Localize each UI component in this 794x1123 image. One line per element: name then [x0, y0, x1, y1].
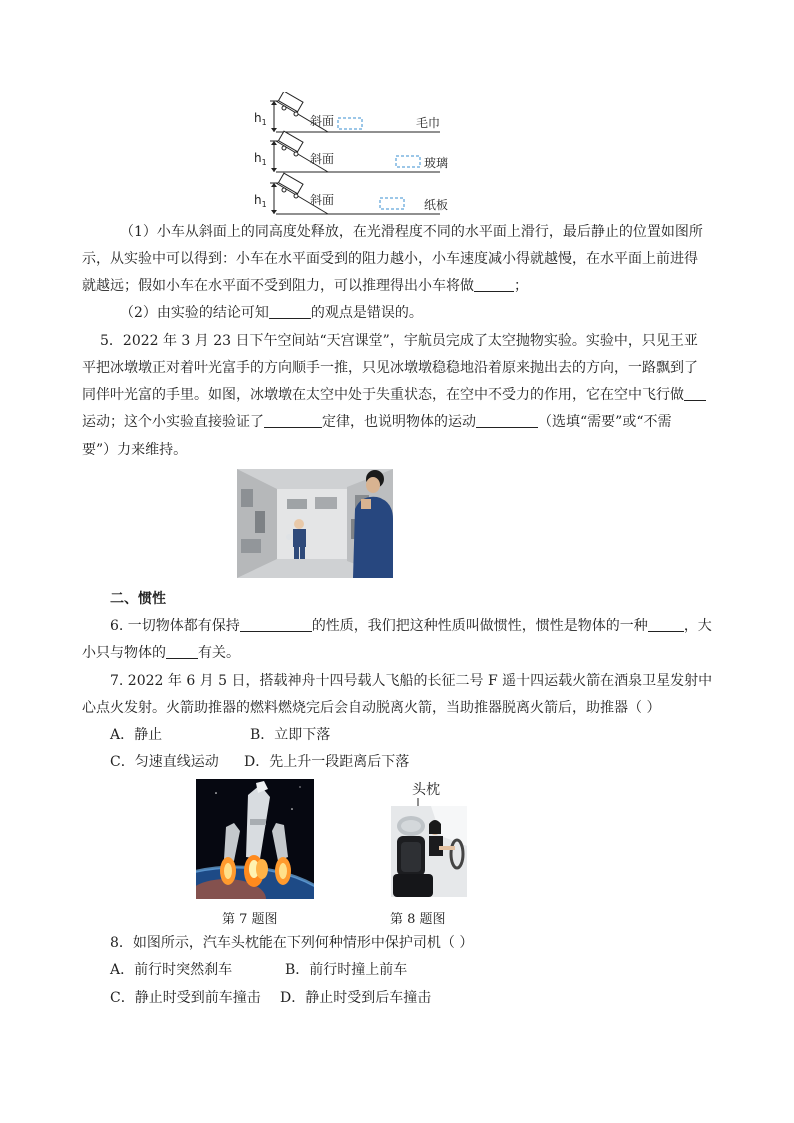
- q8-option-a[interactable]: A．前行时突然刹车: [110, 962, 233, 978]
- q7-option-a[interactable]: A．静止: [110, 727, 163, 743]
- height-label-h1: $h_1$: [254, 193, 267, 209]
- q8-stem: 8．如图所示，汽车头枕能在下列何种情形中保护司机（ ）: [110, 935, 474, 951]
- answer-blank[interactable]: [474, 275, 514, 292]
- q5-line1: 5．2022 年 3 月 23 日下午空间站“天宫课堂”，宇航员完成了太空抛物实验。实验中，只见王亚: [100, 333, 698, 349]
- q5-line3: 同伴叶光富的手里。如图，冰墩墩在太空中处于失重状态，在空中不受力的作用，它在空中飞行做: [82, 381, 706, 409]
- q8-option-c[interactable]: C．静止时受到前车撞击: [110, 990, 261, 1006]
- headrest-photo: [391, 806, 467, 897]
- answer-blank[interactable]: [166, 642, 198, 659]
- answer-blank[interactable]: [684, 384, 706, 401]
- space-station-illustration: [237, 469, 393, 578]
- answer-blank[interactable]: [264, 411, 322, 428]
- car-seat-illustration: [391, 806, 467, 897]
- q4-part2: （2）由实验的结论可知 的观点是错误的。: [120, 299, 423, 327]
- headrest-label: 头枕: [412, 782, 440, 798]
- q7-option-c[interactable]: C．匀速直线运动: [110, 754, 219, 770]
- q4-part1-line1: （1）小车从斜面上的同高度处释放，在光滑程度不同的水平面上滑行，最后静止的位置如图所: [120, 224, 703, 240]
- figure-8-caption: 第 8 题图: [390, 912, 446, 927]
- q8-option-b[interactable]: B．前行时撞上前车: [285, 962, 408, 978]
- slope-label: 斜面: [310, 193, 335, 207]
- q6-line2: 小只与物体的 有关。: [82, 639, 240, 667]
- surface-label-glass: 玻璃: [424, 156, 449, 170]
- answer-blank[interactable]: [476, 411, 538, 428]
- q4-part1-line3: 就越远；假如小车在水平面不受到阻力，可以推理得出小车将做 ；: [82, 272, 528, 300]
- q5-line2: 平把冰墩墩正对着叶光富手的方向顺手一推，只见冰墩墩稳稳地沿着原来抛出去的方向，一路飘到了: [82, 360, 698, 376]
- height-label-h1: $h_1$: [254, 111, 267, 127]
- incline-row-glass: [254, 131, 448, 172]
- q5-line5: 要”）力来维持。: [82, 442, 188, 458]
- q7-line1: 7. 2022 年 6 月 5 日，搭载神舟十四号载人飞船的长征二号 F 遥十四运载火箭在酒泉卫星发射中: [110, 673, 713, 689]
- answer-blank[interactable]: [269, 302, 311, 319]
- q7-line2: 心点火发射。火箭助推器的燃料燃烧完后会自动脱离火箭，当助推器脱离火箭后，助推器（ ）: [82, 700, 661, 716]
- answer-blank[interactable]: [240, 615, 312, 632]
- q4-part1-line2: 示，从实验中可以得到：小车在水平面受到的阻力越小，小车速度减小得就越慢，在水平面上前进得: [82, 251, 698, 267]
- answer-blank[interactable]: [648, 615, 684, 632]
- q7-option-d[interactable]: D．先上升一段距离后下落: [244, 754, 410, 770]
- surface-label-towel: 毛巾: [416, 116, 441, 130]
- rocket-illustration: [196, 779, 314, 899]
- figure-7-caption: 第 7 题图: [222, 912, 278, 927]
- incline-experiment-figure: [248, 92, 458, 217]
- q7-option-b[interactable]: B．立即下落: [250, 727, 331, 743]
- slope-label: 斜面: [310, 114, 335, 128]
- space-station-photo: [237, 469, 393, 578]
- height-label-h1: $h_1$: [254, 151, 267, 167]
- q5-line4: 运动；这个小实验直接验证了 定律，也说明物体的运动 （选填“需要”或“不需: [82, 408, 671, 436]
- incline-row-cardboard: [254, 173, 448, 214]
- slope-label: 斜面: [310, 152, 335, 166]
- incline-row-towel: [254, 92, 440, 132]
- rocket-booster-photo: [196, 779, 314, 899]
- q6-line1: 6. 一切物体都有保持 的性质，我们把这种性质叫做惯性，惯性是物体的一种 ，大: [110, 612, 712, 640]
- surface-label-cardboard: 纸板: [424, 198, 449, 212]
- q8-option-d[interactable]: D．静止时受到后车撞击: [280, 990, 432, 1006]
- section-heading-inertia: 二、惯性: [110, 591, 166, 607]
